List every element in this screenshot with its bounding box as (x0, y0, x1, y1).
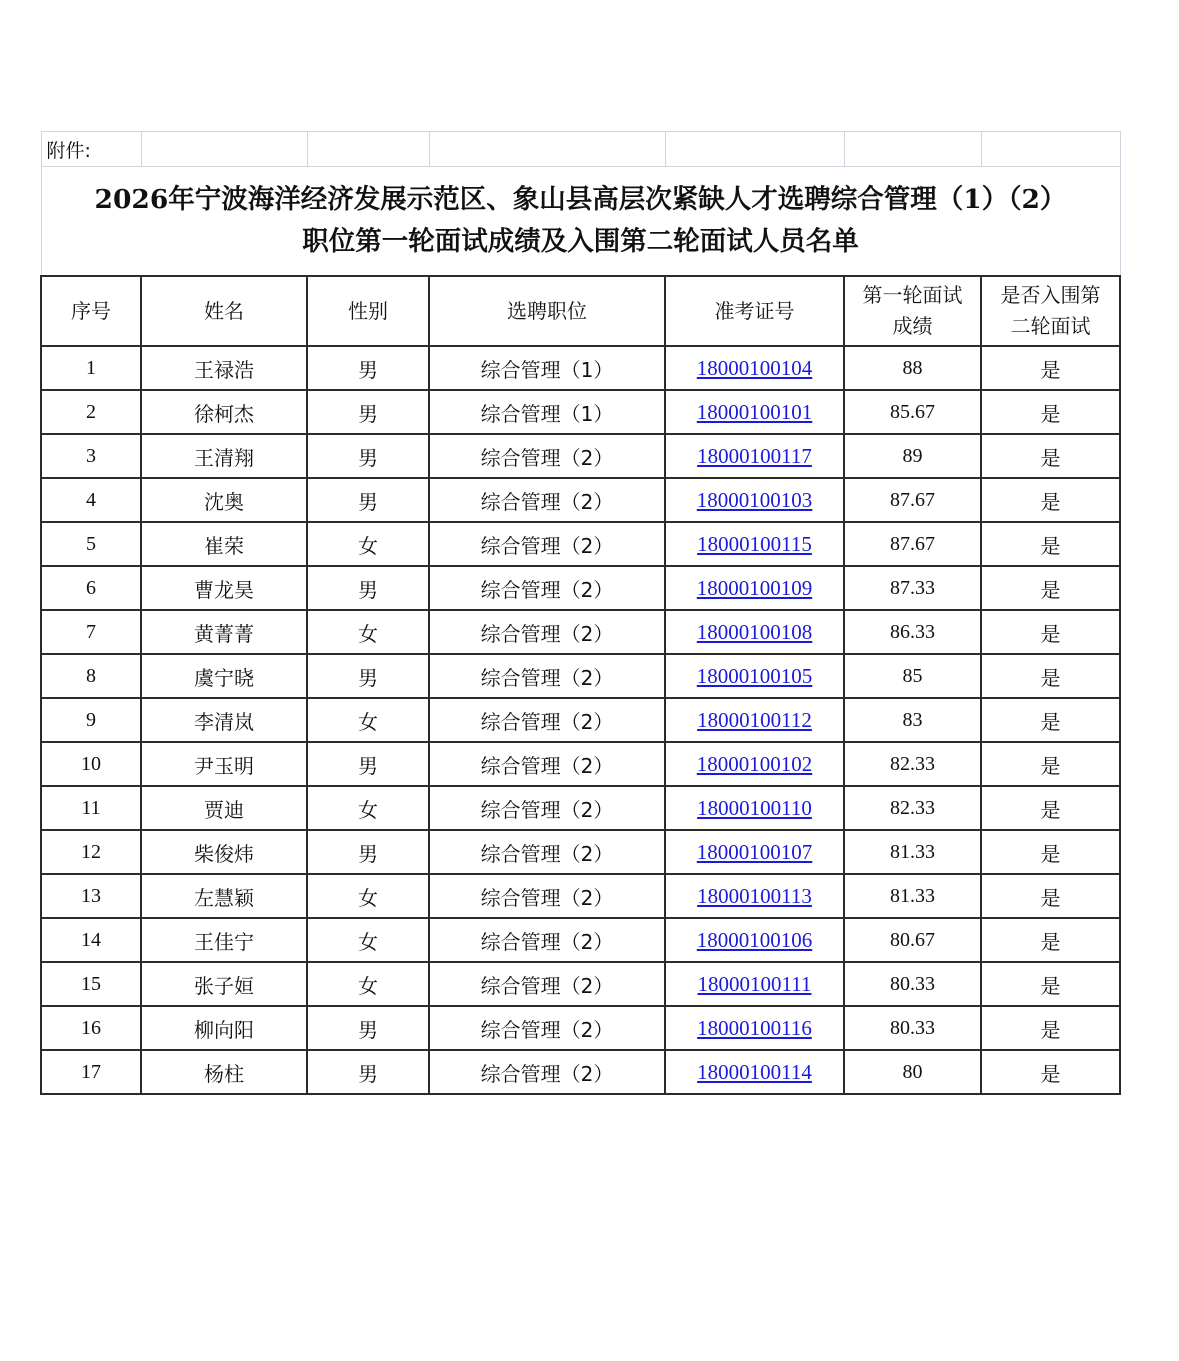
cell-position: 综合管理（1） (429, 346, 665, 390)
header-name: 姓名 (141, 276, 307, 346)
table-row (41, 742, 1120, 786)
cell-seq: 6 (41, 566, 141, 610)
cell-position: 综合管理（2） (429, 654, 665, 698)
attachment-row (41, 132, 1120, 167)
cell-position: 综合管理（2） (429, 1006, 665, 1050)
ticket-number-link[interactable]: 18000100112 (697, 707, 812, 732)
cell-position: 综合管理（2） (429, 962, 665, 1006)
attachment-label: 附件: (41, 132, 141, 167)
ticket-number-link[interactable]: 18000100114 (697, 1059, 812, 1084)
cell-score: 80.67 (844, 918, 981, 962)
cell-gender: 女 (307, 918, 429, 962)
cell-seq: 1 (41, 346, 141, 390)
table-row (41, 786, 1120, 830)
cell-gender: 男 (307, 390, 429, 434)
cell-shortlisted: 是 (981, 1050, 1120, 1094)
cell-score: 81.33 (844, 830, 981, 874)
empty-cell (141, 132, 307, 167)
cell-seq: 17 (41, 1050, 141, 1094)
cell-name: 左慧颖 (141, 874, 307, 918)
table-row (41, 1050, 1120, 1094)
header-score (844, 276, 981, 346)
cell-shortlisted: 是 (981, 610, 1120, 654)
cell-seq: 15 (41, 962, 141, 1006)
header-shortlisted-line2: 二轮面试 (1010, 314, 1091, 338)
table-row (41, 830, 1120, 874)
cell-shortlisted: 是 (981, 742, 1120, 786)
cell-ticket (665, 786, 844, 830)
cell-score: 86.33 (844, 610, 981, 654)
cell-name: 王禄浩 (141, 346, 307, 390)
table-row (41, 566, 1120, 610)
table-row (41, 1006, 1120, 1050)
cell-position: 综合管理（2） (429, 610, 665, 654)
cell-shortlisted: 是 (981, 1006, 1120, 1050)
cell-position: 综合管理（2） (429, 874, 665, 918)
cell-name: 柴俊炜 (141, 830, 307, 874)
ticket-number-link[interactable]: 18000100109 (696, 575, 813, 600)
table-row (41, 962, 1120, 1006)
cell-seq: 11 (41, 786, 141, 830)
cell-gender: 女 (307, 698, 429, 742)
ticket-number-link[interactable]: 18000100117 (697, 443, 812, 468)
cell-ticket (665, 874, 844, 918)
cell-score: 82.33 (844, 742, 981, 786)
table-row (41, 610, 1120, 654)
cell-seq: 16 (41, 1006, 141, 1050)
cell-score: 80.33 (844, 962, 981, 1006)
cell-seq: 8 (41, 654, 141, 698)
cell-ticket (665, 522, 844, 566)
empty-cell (844, 132, 981, 167)
header-row (41, 276, 1120, 346)
cell-ticket (665, 742, 844, 786)
cell-name: 李清岚 (141, 698, 307, 742)
cell-shortlisted: 是 (981, 874, 1120, 918)
ticket-number-link[interactable]: 18000100116 (697, 1015, 812, 1040)
cell-gender: 男 (307, 1050, 429, 1094)
cell-name: 曹龙昊 (141, 566, 307, 610)
cell-score: 87.33 (844, 566, 981, 610)
cell-name: 黄菁菁 (141, 610, 307, 654)
cell-score: 82.33 (844, 786, 981, 830)
cell-score: 87.67 (844, 522, 981, 566)
cell-seq: 2 (41, 390, 141, 434)
cell-ticket (665, 962, 844, 1006)
cell-position: 综合管理（2） (429, 434, 665, 478)
cell-seq: 4 (41, 478, 141, 522)
cell-shortlisted: 是 (981, 918, 1120, 962)
cell-name: 贾迪 (141, 786, 307, 830)
header-shortlisted-line1: 是否入围第 (1000, 283, 1101, 307)
cell-position: 综合管理（2） (429, 566, 665, 610)
cell-score: 88 (844, 346, 981, 390)
cell-ticket (665, 434, 844, 478)
table-row (41, 522, 1120, 566)
cell-name: 沈奥 (141, 478, 307, 522)
empty-cell (665, 132, 844, 167)
cell-name: 柳向阳 (141, 1006, 307, 1050)
cell-gender: 女 (307, 610, 429, 654)
cell-name: 王清翔 (141, 434, 307, 478)
cell-gender: 男 (307, 1006, 429, 1050)
cell-position: 综合管理（2） (429, 1050, 665, 1094)
header-gender: 性别 (307, 276, 429, 346)
cell-position: 综合管理（2） (429, 478, 665, 522)
cell-name: 尹玉明 (141, 742, 307, 786)
cell-name: 崔荣 (141, 522, 307, 566)
header-score-line2: 成绩 (892, 314, 933, 338)
cell-score: 80.33 (844, 1006, 981, 1050)
cell-shortlisted: 是 (981, 390, 1120, 434)
cell-gender: 女 (307, 874, 429, 918)
ticket-number-link[interactable]: 18000100111 (697, 971, 812, 996)
empty-cell (981, 132, 1120, 167)
table-row (41, 698, 1120, 742)
cell-shortlisted: 是 (981, 786, 1120, 830)
cell-ticket (665, 654, 844, 698)
results-table (40, 131, 1121, 1095)
cell-ticket (665, 698, 844, 742)
cell-seq: 14 (41, 918, 141, 962)
cell-position: 综合管理（1） (429, 390, 665, 434)
ticket-number-link[interactable]: 18000100104 (696, 355, 813, 380)
header-score-line1: 第一轮面试 (862, 283, 963, 307)
empty-cell (429, 132, 665, 167)
ticket-number-link[interactable]: 18000100103 (696, 487, 813, 512)
cell-shortlisted: 是 (981, 654, 1120, 698)
cell-seq: 9 (41, 698, 141, 742)
cell-ticket (665, 830, 844, 874)
table-row (41, 874, 1120, 918)
cell-ticket (665, 918, 844, 962)
cell-score: 89 (844, 434, 981, 478)
cell-seq: 3 (41, 434, 141, 478)
cell-score: 85.67 (844, 390, 981, 434)
ticket-number-link[interactable]: 18000100105 (696, 663, 813, 688)
cell-name: 虞宁晓 (141, 654, 307, 698)
ticket-number-link[interactable]: 18000100102 (696, 751, 813, 776)
cell-shortlisted: 是 (981, 698, 1120, 742)
cell-ticket (665, 566, 844, 610)
ticket-number-link[interactable]: 18000100115 (697, 531, 812, 556)
cell-position: 综合管理（2） (429, 918, 665, 962)
header-ticket: 准考证号 (665, 276, 844, 346)
ticket-number-link[interactable]: 18000100101 (696, 399, 813, 424)
cell-shortlisted: 是 (981, 830, 1120, 874)
cell-gender: 男 (307, 654, 429, 698)
table-row (41, 918, 1120, 962)
header-seq: 序号 (41, 276, 141, 346)
cell-position: 综合管理（2） (429, 830, 665, 874)
cell-ticket (665, 346, 844, 390)
cell-position: 综合管理（2） (429, 786, 665, 830)
cell-gender: 女 (307, 786, 429, 830)
cell-score: 85 (844, 654, 981, 698)
ticket-number-link[interactable]: 18000100110 (697, 795, 812, 820)
cell-shortlisted: 是 (981, 478, 1120, 522)
cell-ticket (665, 390, 844, 434)
cell-position: 综合管理（2） (429, 742, 665, 786)
cell-ticket (665, 478, 844, 522)
cell-seq: 5 (41, 522, 141, 566)
cell-shortlisted: 是 (981, 346, 1120, 390)
cell-score: 80 (844, 1050, 981, 1094)
table-row (41, 434, 1120, 478)
empty-cell (307, 132, 429, 167)
ticket-number-link[interactable]: 18000100107 (696, 839, 813, 864)
table-row (41, 346, 1120, 390)
cell-score: 81.33 (844, 874, 981, 918)
cell-score: 83 (844, 698, 981, 742)
title-line-2: 职位第一轮面试成绩及入围第二轮面试人员名单 (302, 226, 859, 257)
table-row (41, 390, 1120, 434)
title-row (41, 167, 1120, 277)
page-title (41, 167, 1120, 277)
cell-seq: 13 (41, 874, 141, 918)
cell-seq: 12 (41, 830, 141, 874)
cell-ticket (665, 610, 844, 654)
cell-score: 87.67 (844, 478, 981, 522)
ticket-number-link[interactable]: 18000100106 (696, 927, 813, 952)
ticket-number-link[interactable]: 18000100108 (696, 619, 813, 644)
cell-position: 综合管理（2） (429, 698, 665, 742)
cell-shortlisted: 是 (981, 522, 1120, 566)
cell-name: 徐柯杰 (141, 390, 307, 434)
cell-gender: 女 (307, 522, 429, 566)
cell-ticket (665, 1006, 844, 1050)
title-line-1: 2026年宁波海洋经济发展示范区、象山县高层次紧缺人才选聘综合管理（1）（2） (94, 184, 1067, 215)
header-shortlisted (981, 276, 1120, 346)
cell-shortlisted: 是 (981, 566, 1120, 610)
cell-gender: 男 (307, 830, 429, 874)
cell-name: 王佳宁 (141, 918, 307, 962)
cell-name: 张子姮 (141, 962, 307, 1006)
table-row (41, 478, 1120, 522)
cell-shortlisted: 是 (981, 434, 1120, 478)
cell-gender: 男 (307, 478, 429, 522)
table-row (41, 654, 1120, 698)
ticket-number-link[interactable]: 18000100113 (697, 883, 812, 908)
cell-gender: 男 (307, 346, 429, 390)
cell-name: 杨柱 (141, 1050, 307, 1094)
header-position: 选聘职位 (429, 276, 665, 346)
cell-gender: 男 (307, 434, 429, 478)
cell-position: 综合管理（2） (429, 522, 665, 566)
cell-gender: 女 (307, 962, 429, 1006)
cell-seq: 7 (41, 610, 141, 654)
cell-shortlisted: 是 (981, 962, 1120, 1006)
cell-ticket (665, 1050, 844, 1094)
cell-seq: 10 (41, 742, 141, 786)
cell-gender: 男 (307, 566, 429, 610)
cell-gender: 男 (307, 742, 429, 786)
